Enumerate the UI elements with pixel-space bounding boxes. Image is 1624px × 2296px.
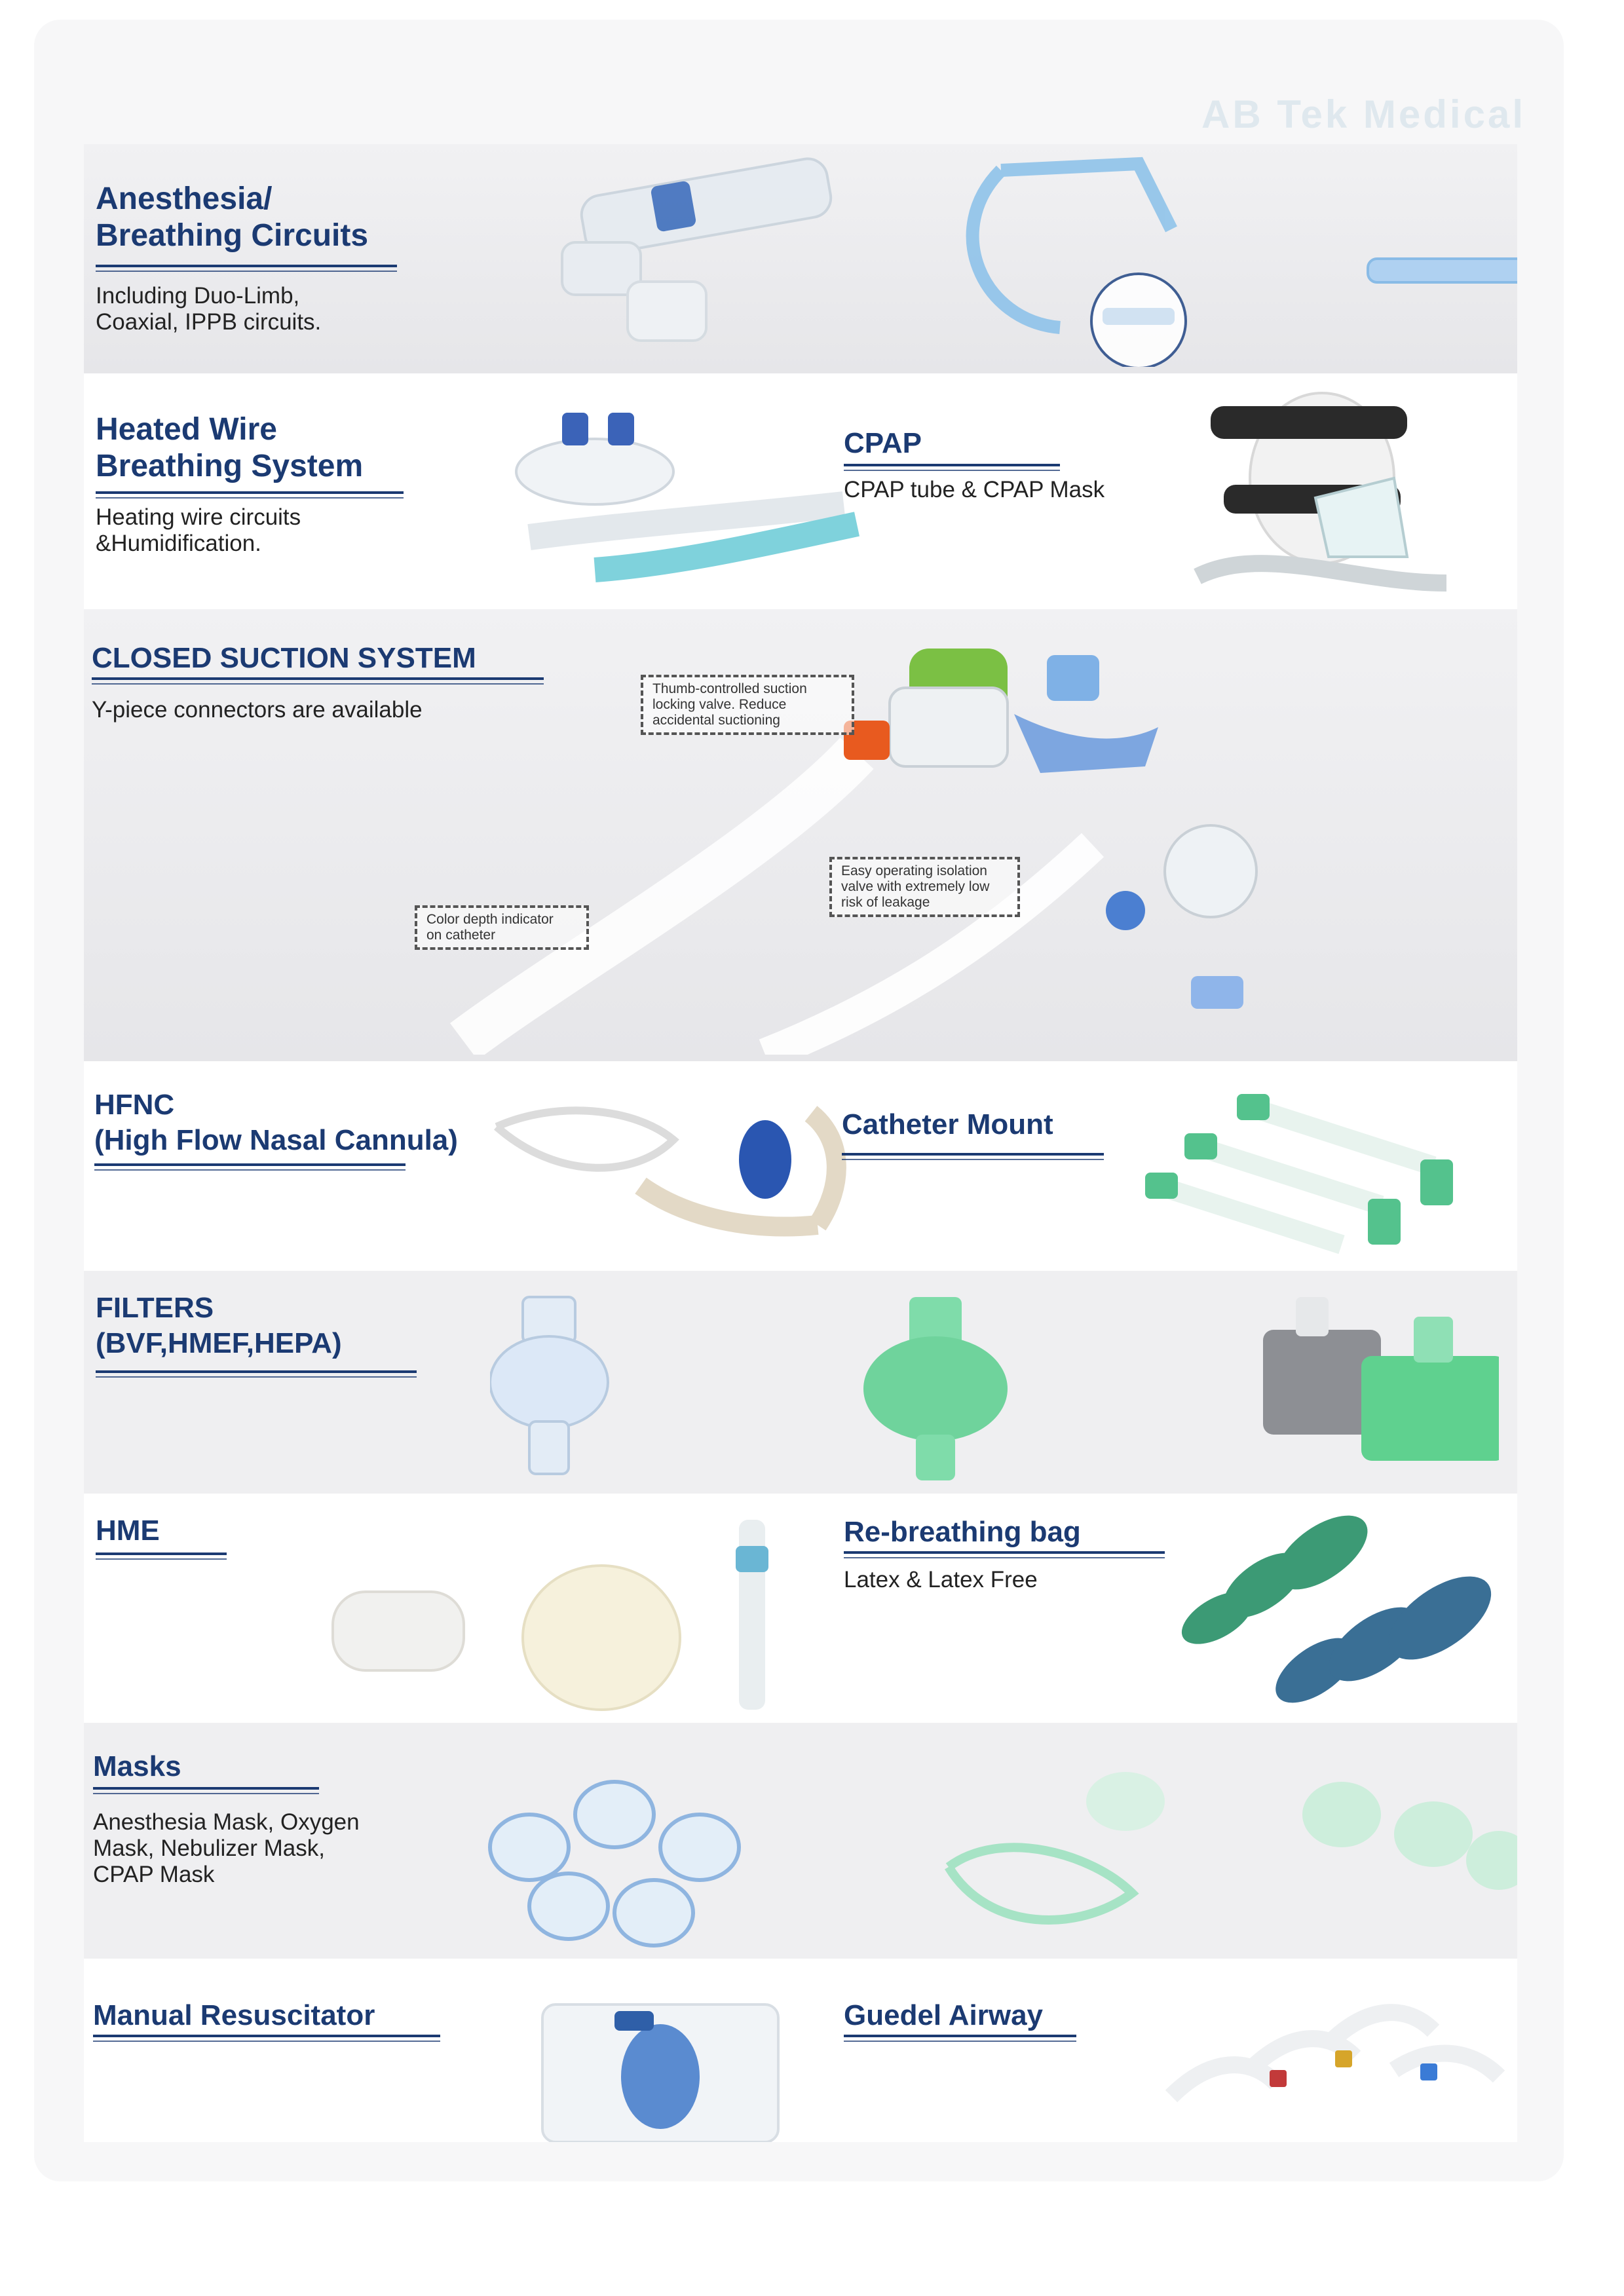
rebreathing-bag-desc: Latex & Latex Free — [844, 1567, 1038, 1592]
rebreathing-bag-title: Re-breathing bag — [844, 1516, 1081, 1548]
manual-resuscitator-title: Manual Resuscitator — [93, 1999, 375, 2031]
hme-title: HME — [96, 1515, 160, 1547]
hme-image — [307, 1507, 831, 1716]
manual-resuscitator-image — [536, 1985, 798, 2142]
rebreathing-bag-image — [1165, 1500, 1517, 1716]
cpap-title: CPAP — [844, 427, 922, 459]
guedel-airway-title: Guedel Airway — [844, 1999, 1044, 2031]
breathing-circuit-images — [483, 151, 1517, 367]
callout-thumb-valve: Thumb-controlled suction locking valve. Reduce accidental suctioning — [641, 675, 854, 735]
hme-rule — [96, 1553, 227, 1562]
closed-suction-desc: Y-piece connectors are available — [92, 697, 423, 723]
heated-wire-rule — [96, 491, 404, 500]
masks-title: Masks — [93, 1750, 181, 1782]
anesthesia-desc: Including Duo-Limb, Coaxial, IPPB circuits. — [96, 283, 322, 335]
masks-rule — [93, 1787, 319, 1796]
filters-image — [490, 1290, 1499, 1487]
section-resuscitator-guedel — [84, 1959, 1517, 2142]
hfnc-cannula-image — [477, 1087, 870, 1258]
anesthesia-rule — [96, 265, 397, 274]
callout-isolation-valve: Easy operating isolation valve with extremely low risk of leakage — [829, 857, 1020, 917]
guedel-airway-rule — [844, 2035, 1076, 2044]
catheter-mount-rule — [842, 1153, 1104, 1162]
catheter-mount-title: Catheter Mount — [842, 1108, 1053, 1140]
heated-wire-desc: Heating wire circuits &Humidification. — [96, 504, 301, 556]
section-filters — [84, 1271, 1517, 1494]
section-hfnc-catheter — [84, 1061, 1517, 1271]
watermark-logo: AB Tek Medical — [1201, 92, 1526, 136]
cpap-rule — [844, 464, 1060, 473]
section-masks — [84, 1723, 1517, 1959]
rebreathing-bag-rule — [844, 1551, 1165, 1560]
heated-wire-title: Heated Wire Breathing System — [96, 412, 364, 483]
masks-desc: Anesthesia Mask, Oxygen Mask, Nebulizer Mask, CPAP Mask — [93, 1809, 360, 1887]
closed-suction-title: CLOSED SUCTION SYSTEM — [92, 642, 476, 674]
filters-rule — [96, 1370, 417, 1380]
guedel-airway-image — [1145, 1978, 1512, 2142]
section-hme-bag — [84, 1494, 1517, 1723]
masks-image — [477, 1749, 1517, 1952]
section-closed-suction — [84, 609, 1517, 1061]
catheter-mount-image — [1145, 1087, 1486, 1258]
filters-title: FILTERS (BVF,HMEF,HEPA) — [96, 1292, 342, 1359]
hfnc-title: HFNC (High Flow Nasal Cannula) — [94, 1089, 458, 1156]
section-heated-cpap — [84, 373, 1517, 609]
cpap-mask-image — [1184, 386, 1460, 609]
anesthesia-title: Anesthesia/ Breathing Circuits — [96, 181, 369, 253]
callout-color-indicator: Color depth indicator on catheter — [415, 905, 589, 950]
manual-resuscitator-rule — [93, 2035, 440, 2044]
section-anesthesia — [84, 144, 1517, 373]
cpap-desc: CPAP tube & CPAP Mask — [844, 477, 1105, 502]
heated-wire-system-image — [464, 386, 870, 603]
hfnc-rule — [94, 1163, 406, 1173]
